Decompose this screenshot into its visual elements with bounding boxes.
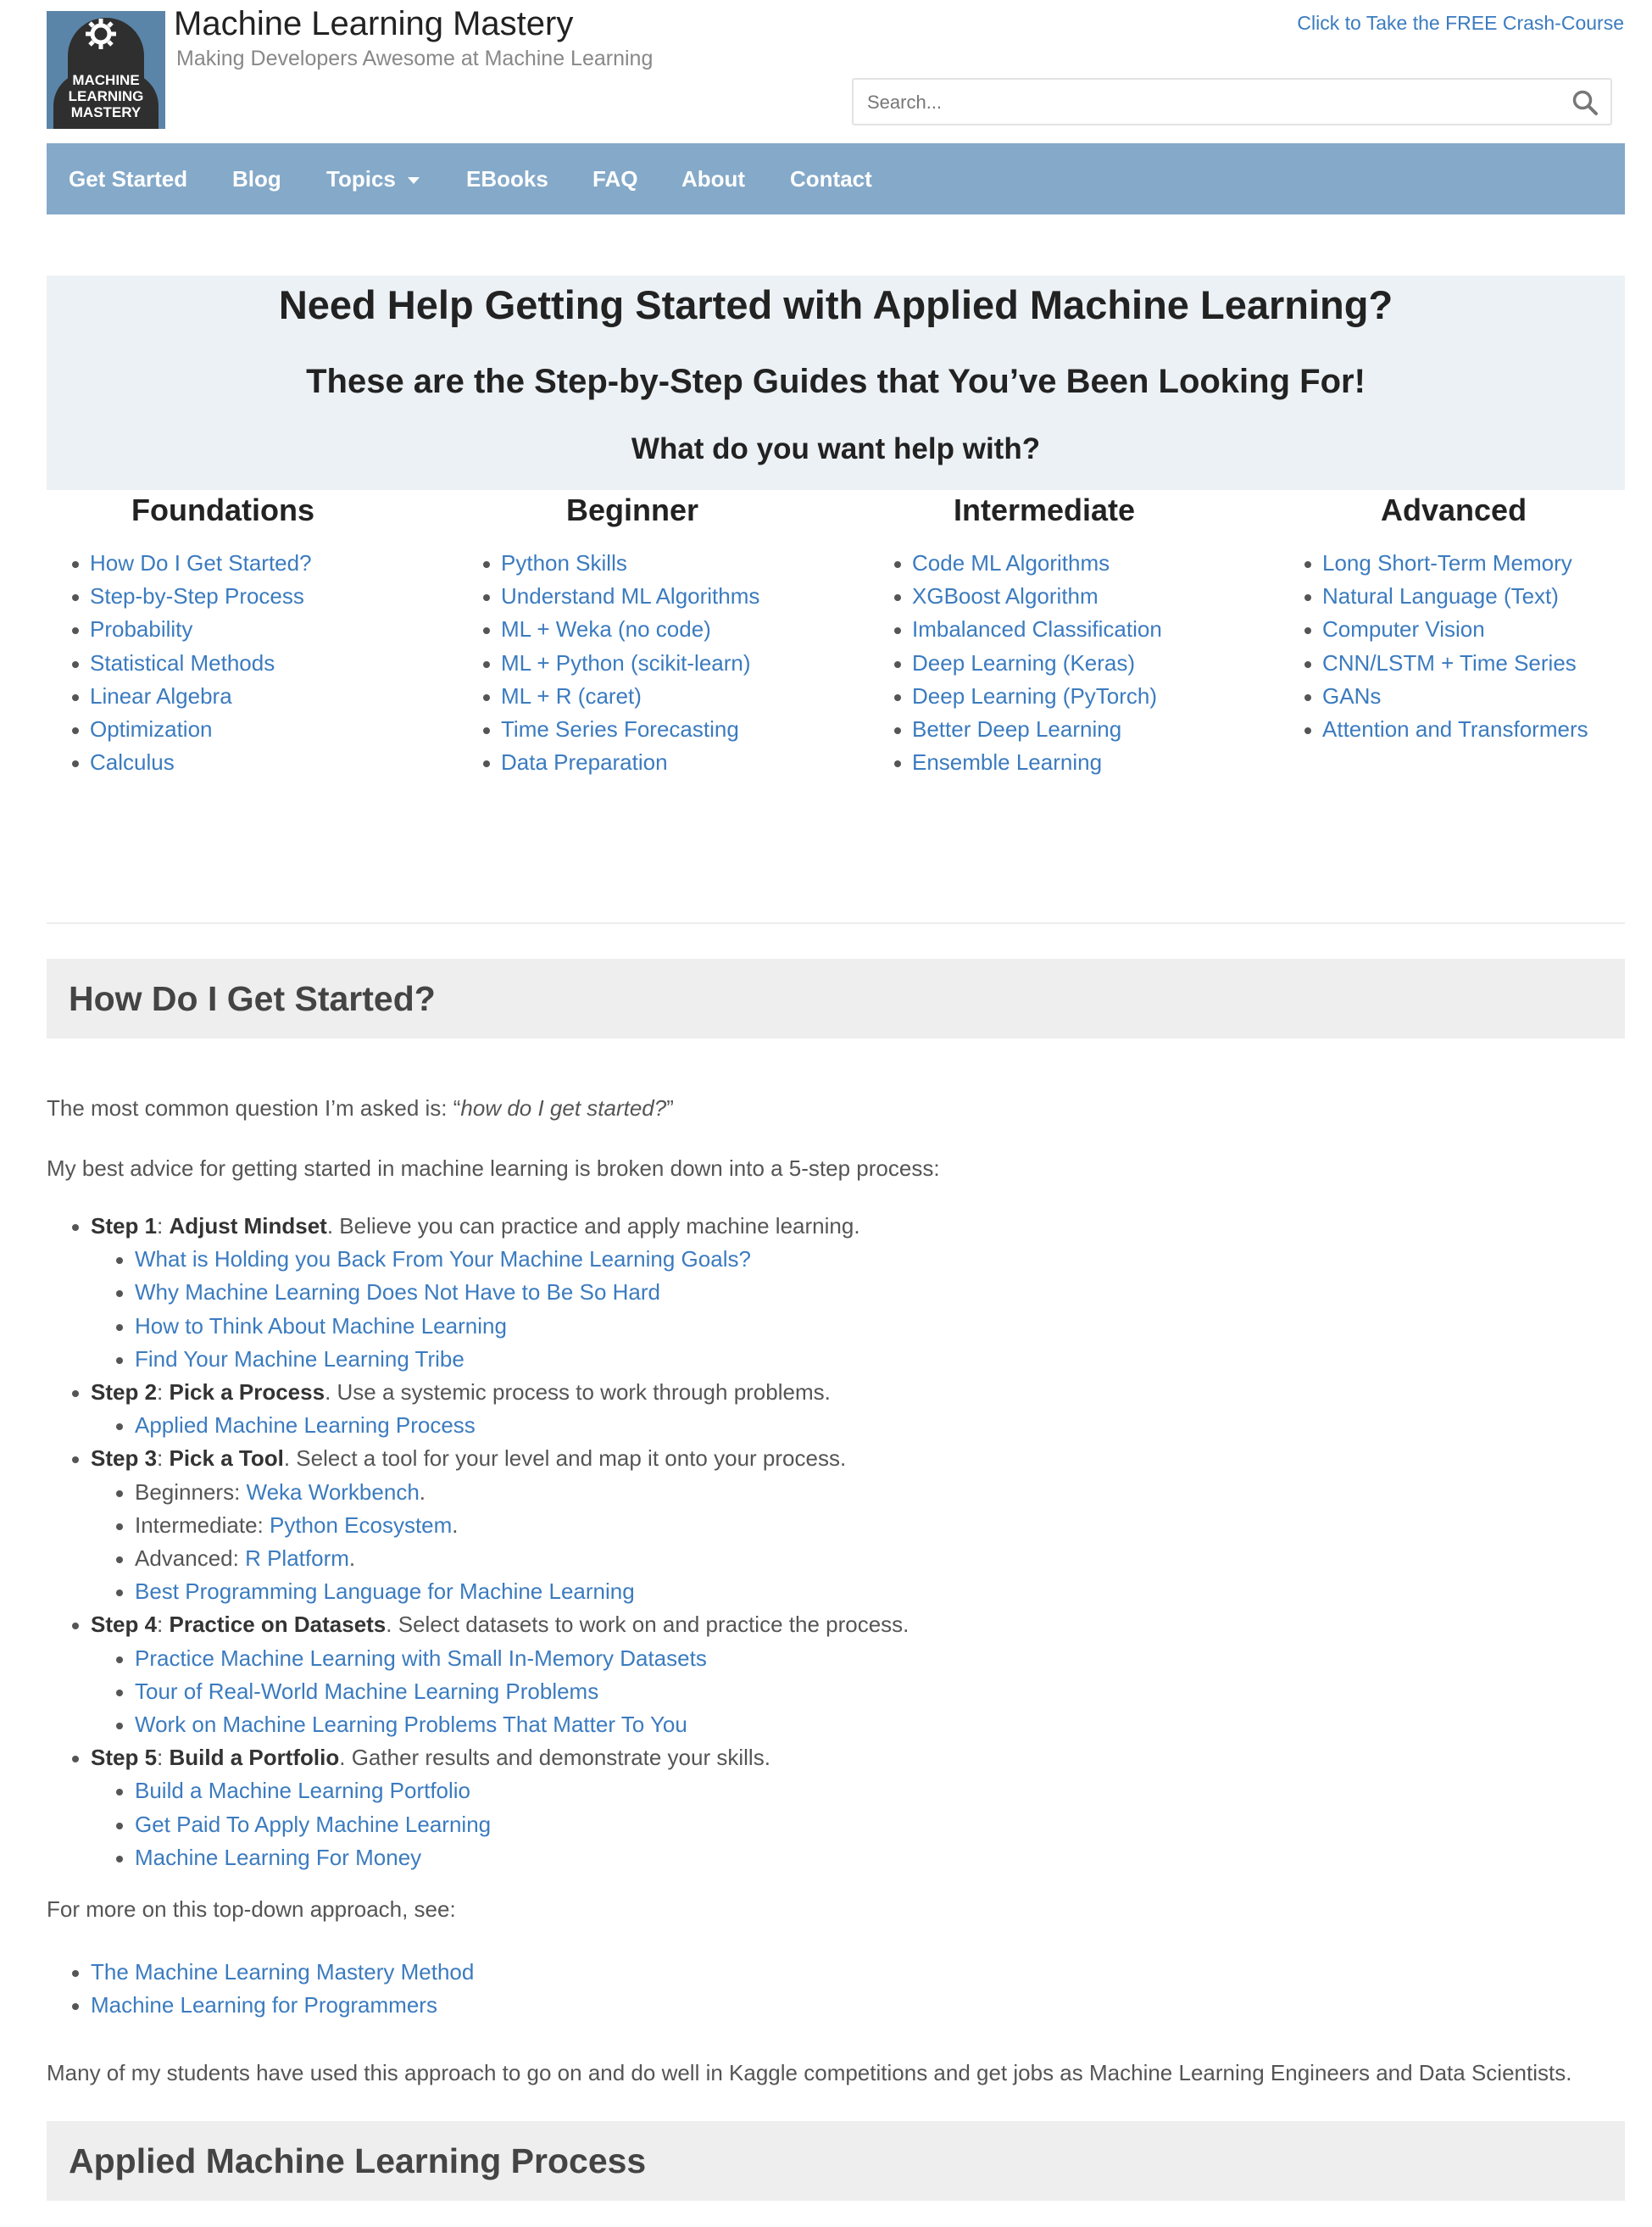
step-name: Practice on Datasets [169,1612,387,1638]
intro-text-end: ” [666,1095,674,1121]
list-item [47,1575,909,1608]
step-name: Pick a Tool [169,1445,284,1472]
topic-link[interactable]: Imbalanced Classification [912,616,1162,643]
step-number: Step 5 [91,1745,158,1771]
article-link[interactable]: Machine Learning for Programmers [91,1992,437,2018]
site-logo[interactable] [47,11,165,129]
step-number: Step 4 [91,1612,158,1638]
intro-text: The most common question I’m asked is: “ [47,1095,461,1121]
step-description: . Select a tool for your level and map it onto your process. [283,1445,847,1472]
topic-link[interactable]: ML + R (caret) [501,682,642,709]
article-link[interactable]: What is Holding you Back From Your Machine Learning Goals? [135,1246,751,1272]
section-heading: How Do I Get Started? [69,979,436,1018]
topic-link[interactable]: Optimization [90,716,213,743]
nav-topics-label: Topics [326,166,396,192]
list-item [869,547,1162,580]
crash-course-link[interactable]: Click to Take the FREE Crash-Course [1297,12,1624,34]
topic-link[interactable]: Time Series Forecasting [501,716,739,743]
step-name: Build a Portfolio [169,1745,340,1771]
topic-link[interactable]: ML + Weka (no code) [501,616,711,643]
tool-level-label: Beginners: [135,1478,247,1505]
search-input[interactable] [854,80,1564,125]
list-item [458,746,759,779]
topic-link[interactable]: CNN/LSTM + Time Series [1322,649,1577,676]
list-item [47,1675,909,1708]
hero-title: Need Help Getting Started with Applied Machine Learning? [278,282,1393,327]
topic-link[interactable]: Long Short-Term Memory [1322,550,1572,576]
step-description: . Gather results and demonstrate your skills. [339,1745,770,1771]
list-item [47,680,312,713]
list-item [47,1989,474,2022]
list-item [47,580,312,613]
topic-link[interactable]: Data Preparation [501,749,668,776]
article-link[interactable]: Why Machine Learning Does Not Have to Be So Hard [135,1279,660,1306]
list-item [458,613,759,646]
list-item [47,1542,909,1575]
intro-paragraph [47,1095,674,1122]
step-item: Step 1: Adjust Mindset. Believe you can practice and apply machine learning. [47,1210,909,1243]
list-item [47,1774,909,1807]
topic-link[interactable]: Better Deep Learning [912,716,1122,743]
tool-level-label: Intermediate: [135,1512,270,1538]
column-heading: Foundations [131,493,314,527]
list-item [458,580,759,613]
topic-link[interactable]: XGBoost Algorithm [912,583,1099,610]
topic-link[interactable]: Ensemble Learning [912,749,1103,776]
step-name: Adjust Mindset [169,1213,327,1239]
step-description: . Select datasets to work on and practice the process. [386,1612,909,1638]
nav-blog[interactable]: Blog [232,166,281,192]
students-paragraph: Many of my students have used this approach to go on and do well in Kaggle competitions and get jobs as Machine Learning Engineers and Data Scientists. [47,2060,1572,2085]
topic-link[interactable]: ML + Python (scikit-learn) [501,649,751,676]
list-item [869,713,1162,746]
list-item [869,680,1162,713]
topic-link[interactable]: Deep Learning (PyTorch) [912,682,1158,709]
list-item [47,1409,909,1442]
chevron-down-icon [408,177,420,184]
list-item [1279,713,1588,746]
article-link[interactable]: How to Think About Machine Learning [135,1312,507,1339]
list-item [1279,613,1588,646]
nav-topics[interactable] [326,143,420,214]
more-links-list [47,1956,474,2022]
section-heading-bar [47,959,1625,1038]
article-link[interactable]: Get Paid To Apply Machine Learning [135,1811,492,1837]
list-item [47,1310,909,1343]
article-link[interactable]: Best Programming Language for Machine Learning [135,1578,635,1605]
step-number: Step 1 [91,1213,158,1239]
article-link[interactable]: Build a Machine Learning Portfolio [135,1778,471,1804]
topic-link[interactable]: Python Skills [501,550,627,576]
step-number: Step 3 [91,1445,158,1472]
topic-link[interactable]: How Do I Get Started? [90,550,312,576]
list-item [47,1243,909,1276]
nav-contact[interactable]: Contact [790,166,872,192]
list-item [47,1642,909,1675]
list-item [869,580,1162,613]
list-item [47,1476,909,1509]
topic-link[interactable]: Linear Algebra [90,682,232,709]
topic-link[interactable]: Understand ML Algorithms [501,583,760,610]
more-paragraph: For more on this top-down approach, see: [47,1896,456,1922]
step-item: Step 5: Build a Portfolio. Gather results and demonstrate your skills. [47,1741,909,1774]
topic-list [47,547,312,779]
section-heading: Applied Machine Learning Process [69,2141,647,2180]
topic-link[interactable]: Statistical Methods [90,649,275,676]
step-item: Step 2: Pick a Process. Use a systemic process to work through problems. [47,1376,909,1409]
article-link[interactable]: Applied Machine Learning Process [135,1412,476,1439]
column-heading: Intermediate [954,493,1136,527]
article-link[interactable]: Find Your Machine Learning Tribe [135,1345,464,1372]
list-item [1279,580,1588,613]
topic-link[interactable]: Attention and Transformers [1322,716,1588,743]
nav-get-started[interactable]: Get Started [69,166,188,192]
steps-list [47,1210,909,1874]
list-item [458,680,759,713]
tool-link[interactable]: Python Ecosystem [269,1512,453,1538]
step-item: Step 4: Practice on Datasets. Select datasets to work on and practice the process. [47,1608,909,1641]
topic-link[interactable]: Step-by-Step Process [90,583,304,610]
list-item [869,613,1162,646]
hero-question: What do you want help with? [631,432,1041,465]
list-item [869,647,1162,680]
step-description: . Believe you can practice and apply machine learning. [326,1213,860,1239]
list-item [47,547,312,580]
list-item [869,746,1162,779]
nav-ebooks[interactable]: EBooks [466,166,548,192]
punctuation: . [452,1512,459,1538]
intro-emphasis: how do I get started? [460,1095,667,1121]
tool-link[interactable]: R Platform [245,1545,349,1572]
list-item [47,713,312,746]
topic-link[interactable]: Computer Vision [1322,616,1485,643]
nav-about[interactable]: About [681,166,746,192]
logo-text: MACHINE LEARNING MASTERY [68,72,144,120]
divider [47,922,1625,924]
topic-link[interactable]: Natural Language (Text) [1322,583,1559,610]
advice-paragraph: My best advice for getting started in machine learning is broken down into a 5-step process: [47,1155,940,1181]
list-item [1279,680,1588,713]
punctuation: . [348,1545,356,1572]
list-item [458,547,759,580]
column-heading: Advanced [1381,493,1527,527]
step-item: Step 3: Pick a Tool. Select a tool for your level and map it onto your process. [47,1442,909,1475]
topic-link[interactable]: Calculus [90,749,175,776]
article-link[interactable]: Machine Learning For Money [135,1844,422,1870]
list-item [47,746,312,779]
list-item [47,1343,909,1376]
topic-list [869,547,1162,779]
list-item [1279,647,1588,680]
tool-link[interactable]: Weka Workbench [246,1478,420,1505]
article-link[interactable]: Work on Machine Learning Problems That Matter To You [135,1712,687,1738]
hero-banner [47,276,1625,490]
list-item [47,1841,909,1874]
topic-list [458,547,759,779]
step-description: . Use a systemic process to work through problems. [325,1379,831,1406]
topic-link[interactable]: Code ML Algorithms [912,550,1110,576]
list-item [47,613,312,646]
list-item [1279,547,1588,580]
step-number: Step 2 [91,1379,158,1406]
topic-link[interactable]: GANs [1322,682,1382,709]
site-tagline: Making Developers Awesome at Machine Learning [176,47,654,70]
search-icon[interactable] [1571,89,1599,116]
section-heading-bar [47,2121,1625,2201]
article-link[interactable]: Practice Machine Learning with Small In-Memory Datasets [135,1645,707,1671]
list-item [47,1708,909,1741]
punctuation: . [419,1478,426,1505]
list-item [47,1956,474,1989]
list-item [47,1808,909,1841]
list-item [458,647,759,680]
gear-icon [83,16,119,52]
topic-link[interactable]: Probability [90,616,193,643]
search-box [852,78,1612,125]
list-item [458,713,759,746]
column-heading: Beginner [566,493,699,527]
article-link[interactable]: Tour of Real-World Machine Learning Problems [135,1678,599,1704]
nav-faq[interactable]: FAQ [592,166,638,192]
list-item [47,1276,909,1309]
hero-subtitle: These are the Step-by-Step Guides that You’ve Been Looking For! [306,363,1366,400]
step-name: Pick a Process [169,1379,325,1406]
main-nav [47,143,1625,214]
list-item [47,647,312,680]
topic-list [1279,547,1588,746]
site-title[interactable]: Machine Learning Mastery [174,5,574,42]
tool-level-label: Advanced: [135,1545,246,1572]
article-link[interactable]: The Machine Learning Mastery Method [91,1959,475,1985]
topic-link[interactable]: Deep Learning (Keras) [912,649,1136,676]
list-item [47,1509,909,1542]
